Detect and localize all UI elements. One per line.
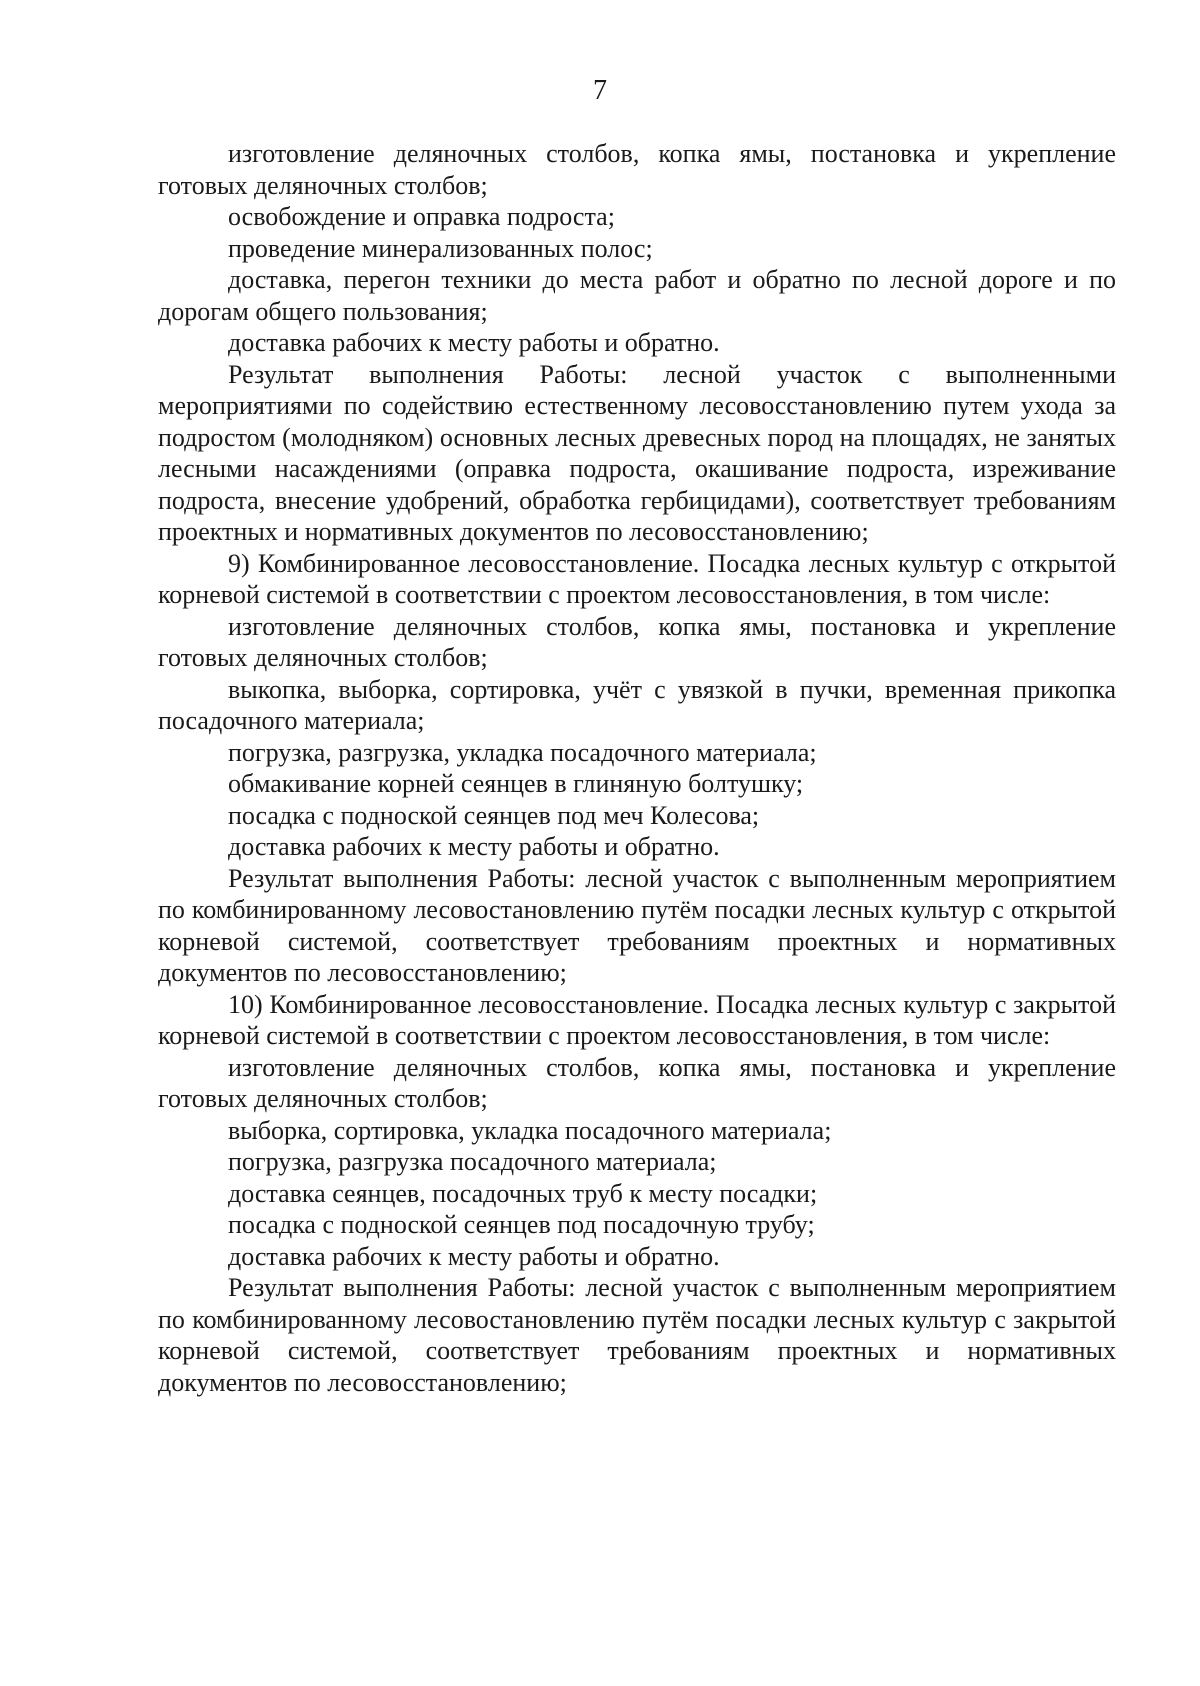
paragraph: доставка рабочих к месту работы и обратно. [228, 832, 720, 861]
paragraph: освобождение и оправка подроста; [228, 202, 615, 231]
paragraph: выкопка, выборка, сортировка, учёт с увязкой в пучки, временная прикопка посадочного материала; [158, 674, 1116, 735]
paragraph: посадка с подноской сеянцев под меч Колесова; [228, 800, 760, 830]
paragraph: доставка, перегон техники до места работ и обратно по лесной дороге и по дорогам общего пользования; [158, 265, 1116, 326]
paragraph: посадка с подноской сеянцев под посадочную трубу; [228, 1210, 815, 1239]
paragraph: погрузка, разгрузка, укладка посадочного материала; [228, 737, 817, 767]
paragraph: изготовление деляночных столбов, копка ямы, постановка и укрепление готовых деляночных столбов; [158, 611, 1116, 672]
paragraph: Результат выполнения Работы: лесной участок с выполненным мероприятием по комбинированному лесовостановлению путём посадки лесных культур с открытой корневой системой, соответствует требованиям проектных и нормативных документов по лесовосстановлению; [158, 863, 1116, 987]
paragraph: изготовление деляночных столбов, копка ямы, постановка и укрепление готовых деляночных столбов; [158, 1052, 1116, 1113]
paragraph: обмакивание корней сеянцев в глиняную болтушку; [228, 769, 804, 798]
paragraph: проведение минерализованных полос; [228, 233, 653, 263]
page-number: 7 [593, 75, 607, 106]
paragraph: Результат выполнения Работы: лесной участок с выполненными мероприятиями по содействию естественному лесовосстановлению путем ухода за подростом (молодняком) основных лесных древесных пород на площадях, не занятых лесными насаждениями (оправка подроста, окашивание подроста, изреживание подроста, внесение удобрений, обработка гербицидами), соответствует требованиям проектных и нормативных документов по лесовосстановлению; [158, 359, 1116, 546]
paragraph: 9) Комбинированное лесовосстановление. Посадка лесных культур с открытой корневой системой в соответствии с проектом лесовосстановления, в том числе: [158, 548, 1116, 609]
paragraph: изготовление деляночных столбов, копка ямы, постановка и укрепление готовых деляночных столбов; [158, 139, 1116, 200]
document-body [158, 138, 1116, 1398]
paragraph: выборка, сортировка, укладка посадочного материала; [228, 1115, 832, 1145]
paragraph: погрузка, разгрузка посадочного материала; [228, 1147, 717, 1176]
paragraph: доставка рабочих к месту работы и обратно. [228, 1241, 720, 1271]
paragraph: доставка рабочих к месту работы и обратно. [228, 328, 720, 357]
paragraph: 10) Комбинированное лесовосстановление. Посадка лесных культур с закрытой корневой системой в соответствии с проектом лесовосстановления, в том числе: [158, 989, 1116, 1050]
paragraph: доставка сеянцев, посадочных труб к месту посадки; [228, 1178, 818, 1208]
paragraph: Результат выполнения Работы: лесной участок с выполненным мероприятием по комбинированному лесовостановлению путём посадки лесных культур с закрытой корневой системой, соответствует требованиям проектных и нормативных документов по лесовосстановлению; [158, 1273, 1116, 1397]
